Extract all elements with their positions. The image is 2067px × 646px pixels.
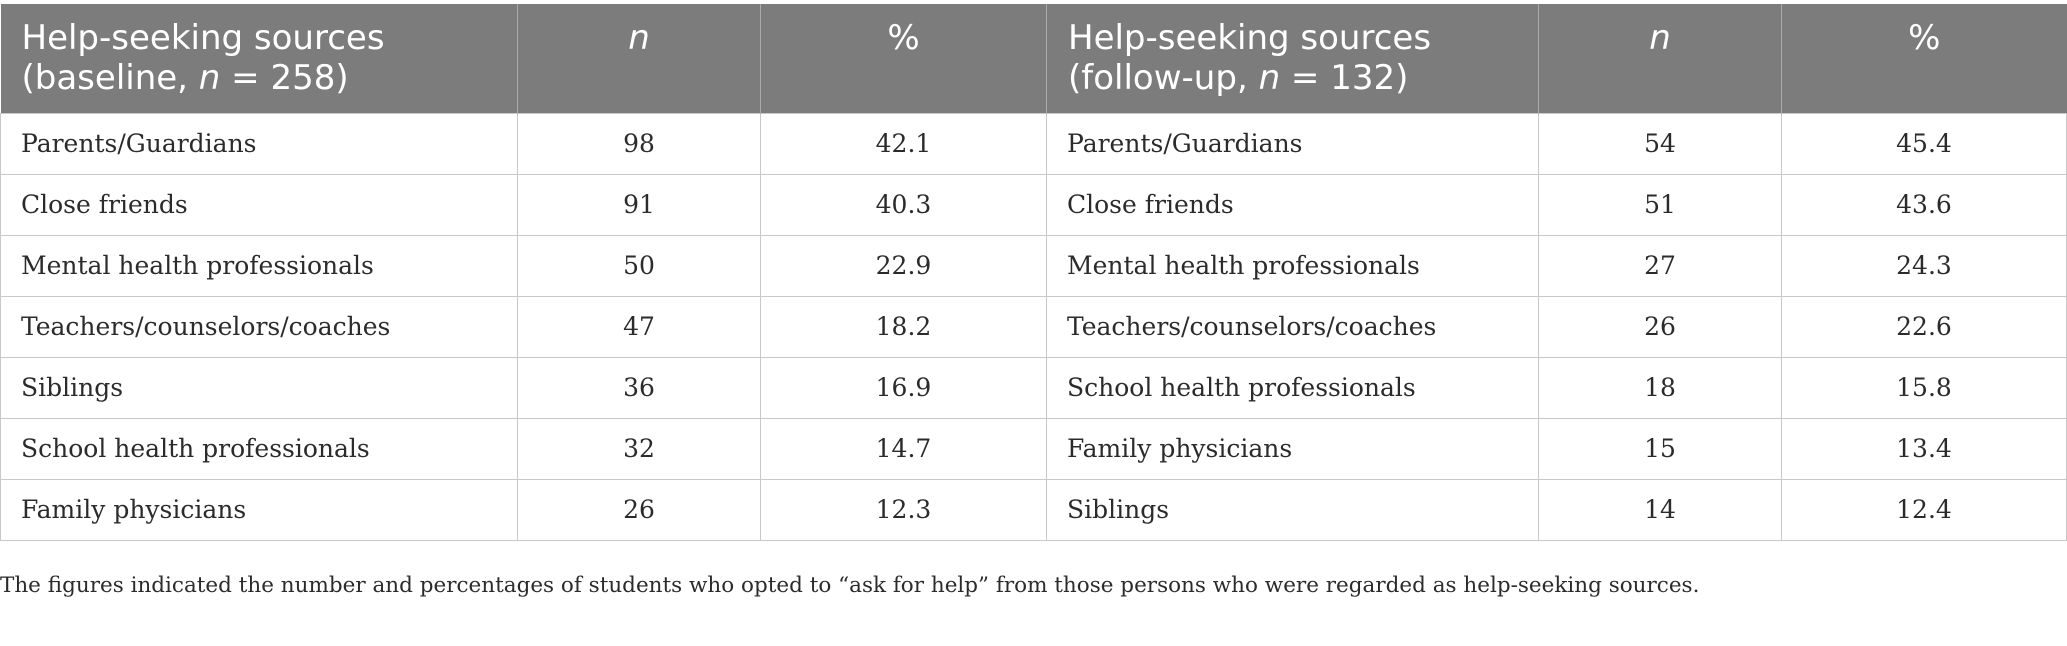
baseline-percent-cell: 16.9 <box>761 357 1047 418</box>
followup-n-cell: 27 <box>1539 235 1782 296</box>
baseline-n-cell: 50 <box>518 235 761 296</box>
followup-n-cell: 14 <box>1539 479 1782 540</box>
table-header-row <box>1 4 2067 113</box>
followup-source-cell: School health professionals <box>1047 357 1539 418</box>
baseline-n-cell: 98 <box>518 113 761 174</box>
header-baseline-source: Help-seeking sources (baseline, n = 258) <box>1 4 518 113</box>
followup-source-cell: Family physicians <box>1047 418 1539 479</box>
header-followup-source: Help-seeking sources (follow-up, n = 132) <box>1047 4 1539 113</box>
baseline-percent-cell: 18.2 <box>761 296 1047 357</box>
baseline-percent-cell: 22.9 <box>761 235 1047 296</box>
baseline-source-cell: Parents/Guardians <box>1 113 518 174</box>
baseline-n-cell: 26 <box>518 479 761 540</box>
table-row <box>1 174 2067 235</box>
baseline-percent-cell: 40.3 <box>761 174 1047 235</box>
followup-source-cell: Parents/Guardians <box>1047 113 1539 174</box>
followup-source-cell: Mental health professionals <box>1047 235 1539 296</box>
table-row <box>1 479 2067 540</box>
baseline-n-cell: 91 <box>518 174 761 235</box>
followup-n-cell: 26 <box>1539 296 1782 357</box>
followup-percent-cell: 22.6 <box>1782 296 2067 357</box>
baseline-source-cell: School health professionals <box>1 418 518 479</box>
baseline-source-cell: Siblings <box>1 357 518 418</box>
followup-source-cell: Close friends <box>1047 174 1539 235</box>
followup-percent-cell: 43.6 <box>1782 174 2067 235</box>
followup-source-cell: Teachers/counselors/coaches <box>1047 296 1539 357</box>
followup-n-cell: 15 <box>1539 418 1782 479</box>
help-seeking-table <box>0 4 2067 541</box>
baseline-source-cell: Family physicians <box>1 479 518 540</box>
table-row <box>1 113 2067 174</box>
header-baseline-n: n <box>518 4 761 113</box>
baseline-source-cell: Mental health professionals <box>1 235 518 296</box>
table-row <box>1 235 2067 296</box>
table-row <box>1 357 2067 418</box>
followup-n-cell: 54 <box>1539 113 1782 174</box>
baseline-n-cell: 32 <box>518 418 761 479</box>
followup-percent-cell: 15.8 <box>1782 357 2067 418</box>
table-footnote: The figures indicated the number and percentages of students who opted to “ask for help” from those persons who were regarded as help-seeking sources. <box>0 573 1700 598</box>
followup-source-cell: Siblings <box>1047 479 1539 540</box>
baseline-n-cell: 47 <box>518 296 761 357</box>
baseline-percent-cell: 14.7 <box>761 418 1047 479</box>
table-row <box>1 296 2067 357</box>
header-followup-percent: % <box>1908 18 1941 58</box>
baseline-n-cell: 36 <box>518 357 761 418</box>
followup-percent-cell: 24.3 <box>1782 235 2067 296</box>
followup-n-cell: 51 <box>1539 174 1782 235</box>
header-baseline-percent: % <box>761 4 1047 113</box>
followup-percent-cell: 45.4 <box>1782 113 2067 174</box>
followup-percent-cell: 12.4 <box>1782 479 2067 540</box>
followup-n-cell: 18 <box>1539 357 1782 418</box>
followup-percent-cell: 13.4 <box>1782 418 2067 479</box>
header-followup-n: n <box>1539 4 1782 113</box>
baseline-source-cell: Close friends <box>1 174 518 235</box>
baseline-percent-cell: 12.3 <box>761 479 1047 540</box>
table-row <box>1 418 2067 479</box>
baseline-percent-cell: 42.1 <box>761 113 1047 174</box>
baseline-source-cell: Teachers/counselors/coaches <box>1 296 518 357</box>
